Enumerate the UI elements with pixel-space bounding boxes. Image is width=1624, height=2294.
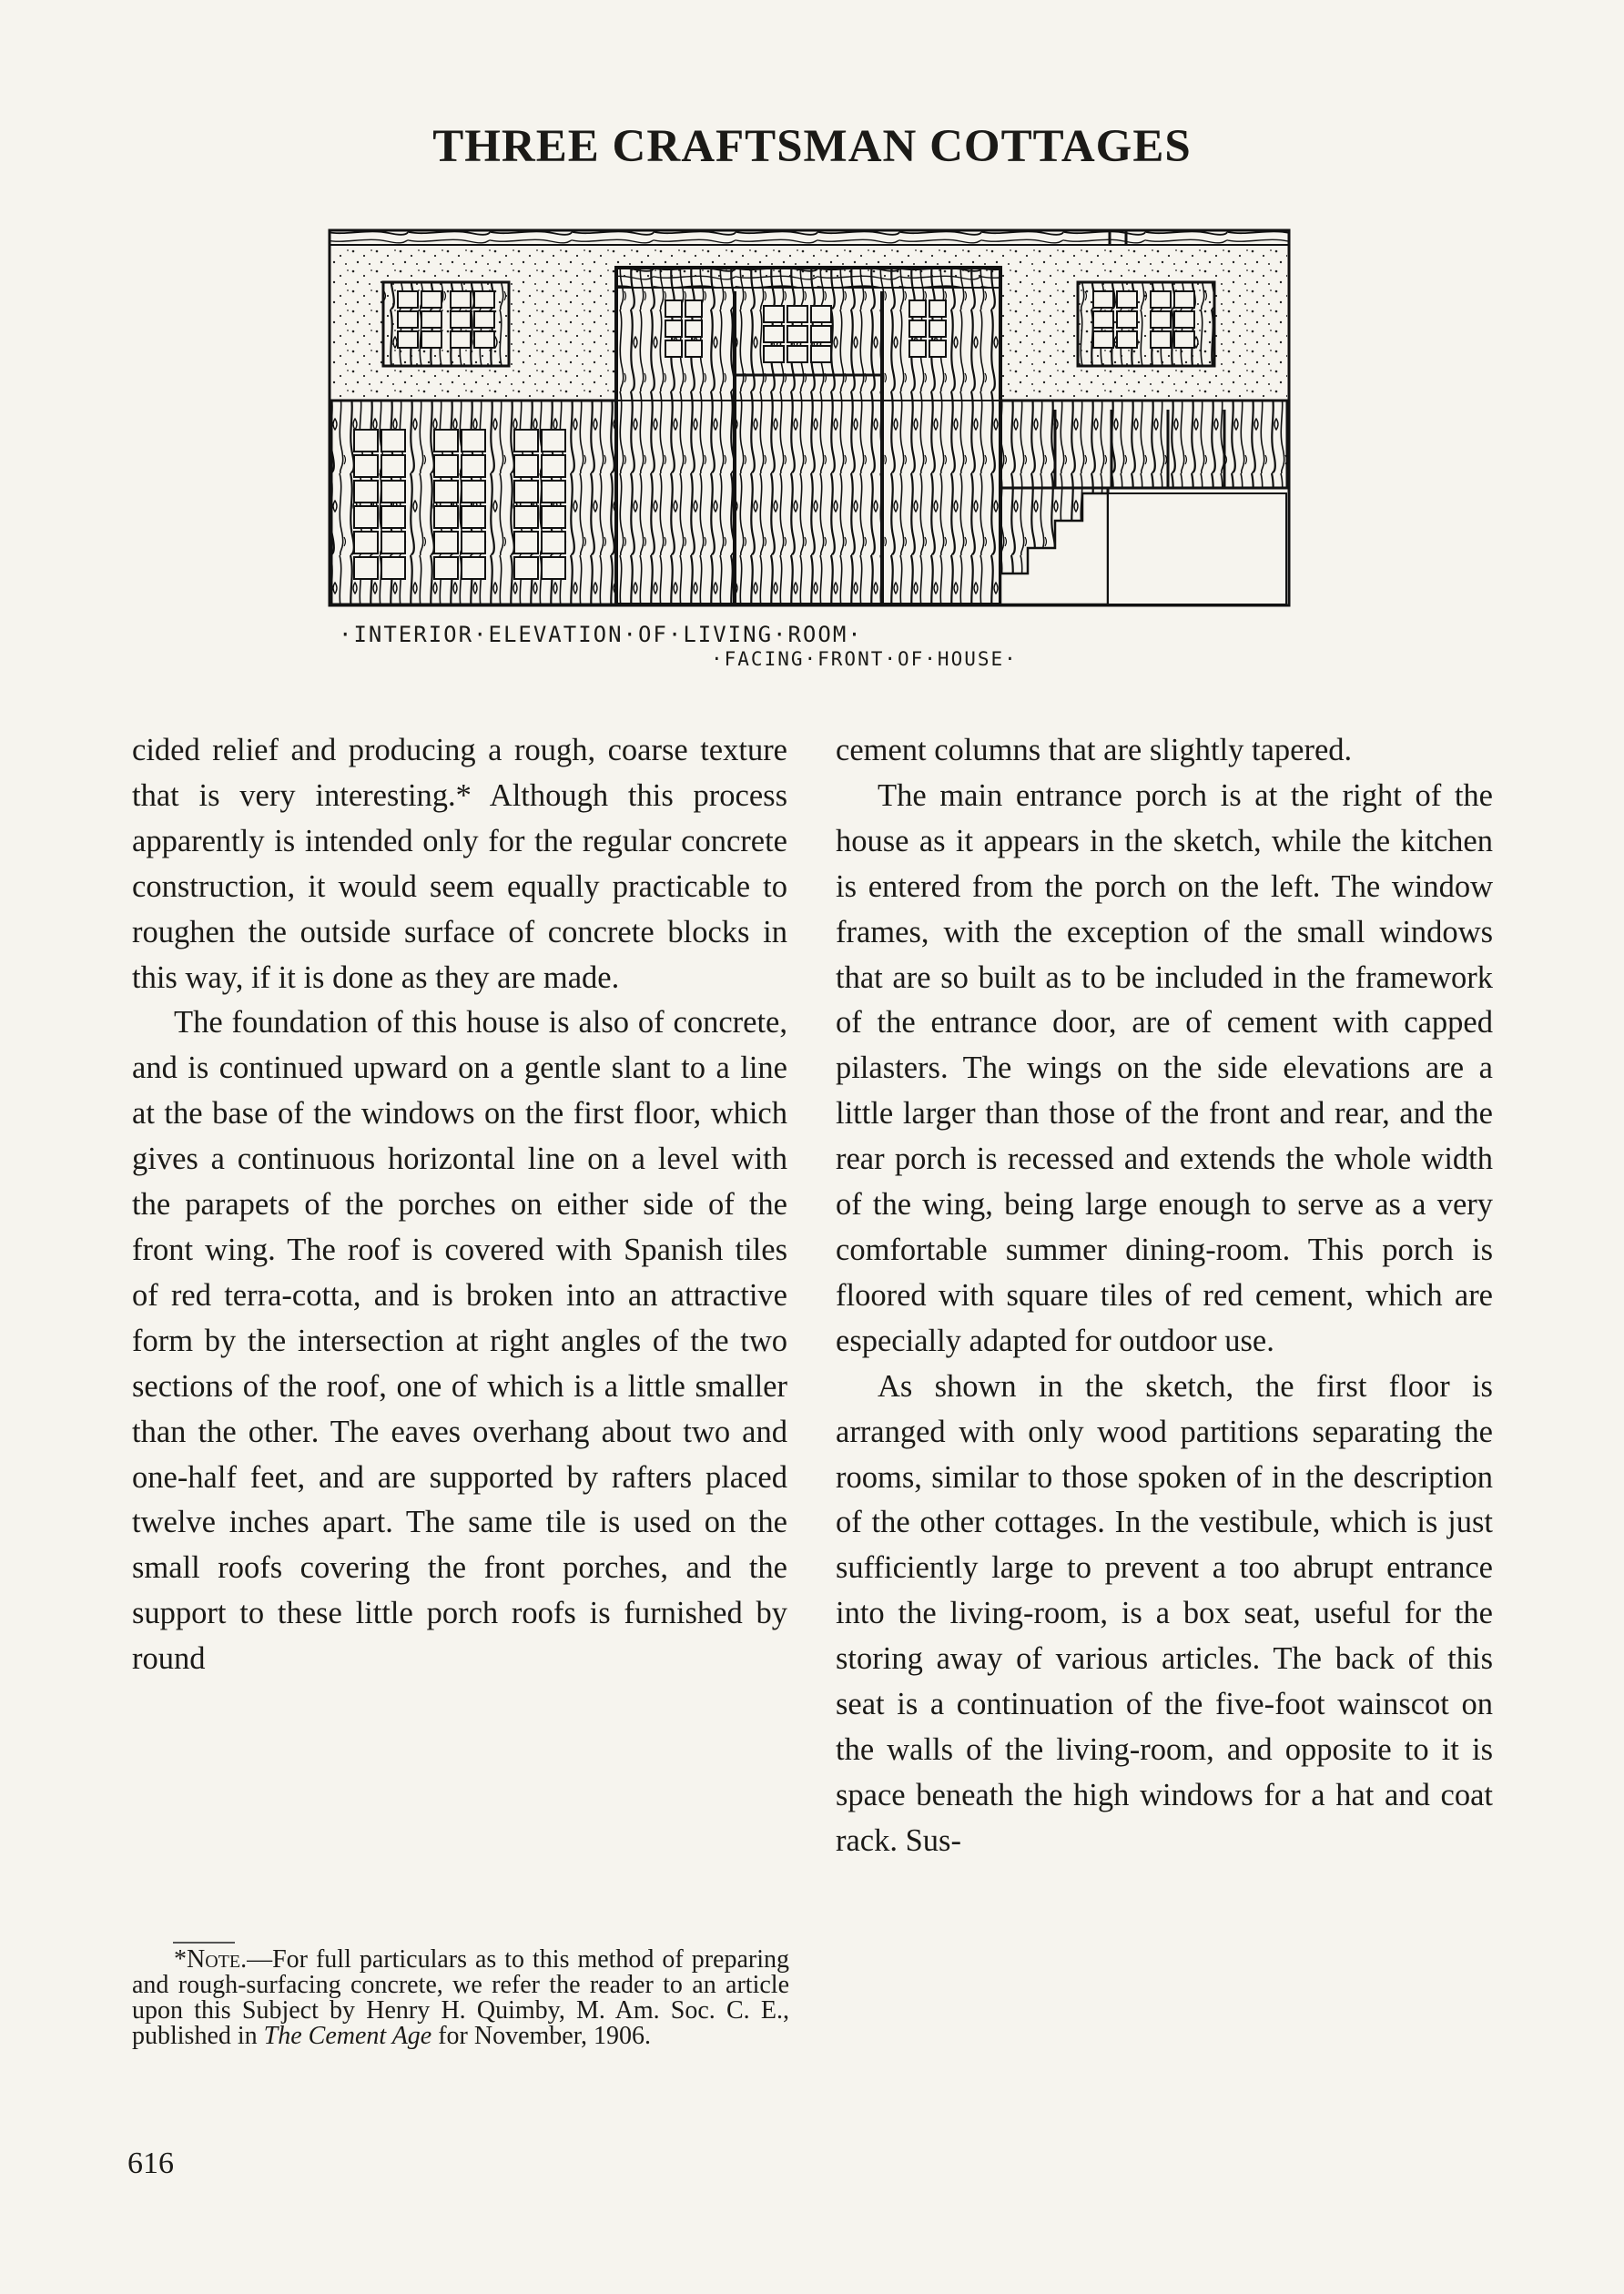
right-text-column	[836, 728, 1493, 2203]
footnote-journal: The Cement Age	[263, 2022, 432, 2050]
right-paragraph-1: cement columns that are slightly tapered.	[836, 733, 1353, 767]
interior-elevation-illustration	[327, 228, 1292, 610]
figure-caption-line-1: ·INTERIOR·ELEVATION·OF·LIVING·ROOM·	[339, 622, 863, 647]
footnote-text: —For full particulars as to this method of preparing and rough-surfacing concrete, we refer the reader to an article upon this Subject by Henry H. Quimby, M. Am. Soc. C. E., published in	[132, 1945, 789, 2050]
right-paragraph-3: As shown in the sketch, the first floor is arranged with only wood partitions separating the rooms, similar to those spoken of in the description of the other cottages. In the vestibule, which is just sufficiently large to prevent a too abrupt entrance into the living-room, is a box seat, useful for the storing away of various articles. The back of this seat is a continuation of the five-foot wainscot on the walls of the living-room, and opposite to it is space beneath the high windows for a hat and coat rack. Sus-	[836, 1368, 1493, 1858]
left-text-column	[132, 728, 787, 1904]
footnote-rule	[173, 1942, 235, 1944]
page-number: 616	[127, 2147, 174, 2180]
left-paragraph-2: The foundation of this house is also of concrete, and is continued upward on a gentle slant to a line at the base of the windows on the first floor, which gives a continuous horizontal line on a level with the parapets of the porches on either side of the front wing. The roof is covered with Spanish tiles of red terra-cotta, and is broken into an attractive form by the intersection at right angles of the two sections of the roof, one of which is a little smaller than the other. The eaves overhang about two and one-half feet, and are supported by rafters placed twelve inches apart. The same tile is used on the small roofs covering the front porches, and the support to these little porch roofs is furnished by round	[132, 1005, 787, 1677]
footnote-marker: *Note.	[174, 1945, 248, 1974]
right-paragraph-2: The main entrance porch is at the right of the house as it appears in the sketch, while the kitchen is entered from the porch on the left. The window frames, with the exception of the small windows that are so built as to be included in the framework of the entrance door, are of cement with capped pilasters. The wings on the side elevations are a little larger than those of the front and rear, and the rear porch is recessed and extends the whole width of the wing, being large enough to serve as a very comfortable summer dining-room. This porch is floored with square tiles of red cement, which are especially adapted for outdoor use.	[836, 777, 1493, 1358]
page-title: THREE CRAFTSMAN COTTAGES	[432, 121, 1192, 172]
left-paragraph-1: cided relief and producing a rough, coarse texture that is very interesting.* Although this process apparently is intended only for the regular concrete construction, it would seem equally practicable to roughen the outside surface of concrete blocks in this way, if it is done as they are made.	[132, 733, 787, 995]
footnote-date: for November, 1906.	[431, 2022, 651, 2050]
footnote	[132, 1947, 789, 2049]
figure-caption-line-2: ·FACING·FRONT·OF·HOUSE·	[711, 648, 1018, 670]
